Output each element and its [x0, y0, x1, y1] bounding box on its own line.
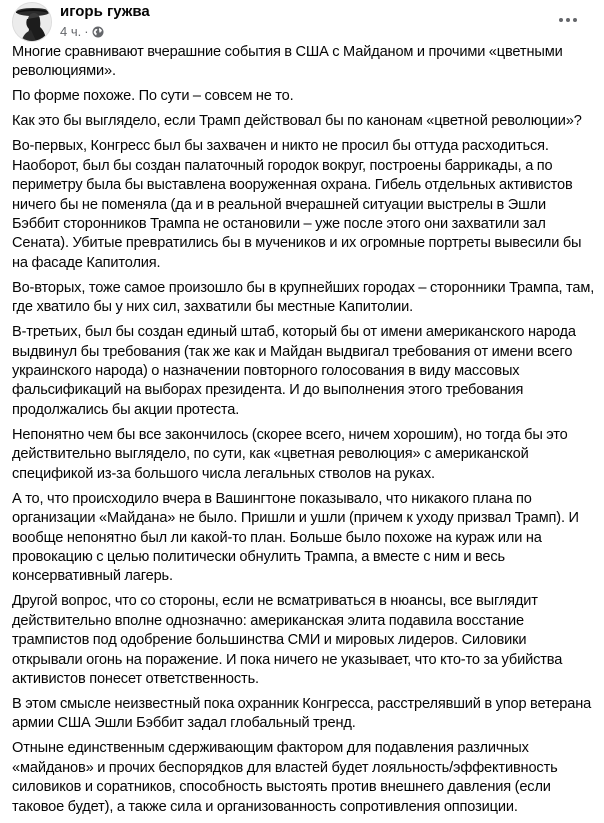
- avatar-photo-icon: [13, 3, 52, 42]
- post-text: [12, 43, 596, 823]
- post-paragraph: Во-вторых, тоже самое произошло бы в крупнейших городах – сторонники Трампа, там, где хватило бы у них сил, захватили бы местные Капитолии.: [12, 279, 595, 316]
- post-header: [0, 0, 604, 44]
- post-paragraph: В этом смысле неизвестный пока охранник Конгресса, расстрелявший в упор ветерана армии США Эшли Бэббит задал глобальный тренд.: [12, 695, 592, 732]
- more-options-button[interactable]: [552, 8, 584, 32]
- post-paragraph: Отныне единственным сдерживающим фактором для подавления различных «майданов» и прочих беспорядков для властей будет лояльность/эффективность силовиков и соратников, способность выстоять против внешнего давления (если таковое будет), а также сила и организованность сопротивления оппозиции.: [12, 740, 558, 815]
- more-horizontal-icon: [573, 18, 577, 22]
- post-paragraph: Непонятно чем бы все закончилось (скорее всего, ничем хорошим), но тогда бы это действительно выглядело, по сути, как «цветная революция» с американской спецификой из-за большого числа легальных стволов на руках.: [12, 426, 568, 482]
- post-paragraph: Как это бы выглядело, если Трамп действовал бы по канонам «цветной революции»?: [12, 113, 582, 130]
- post-paragraph: Многие сравнивают вчерашние события в США с Майданом и прочими «цветными революциями».: [12, 44, 563, 80]
- post-paragraph: Другой вопрос, что со стороны, если не всматриваться в нюансы, все выглядит действительно вполне однозначно: американская элита подавила восстание трампистов под одобрение большинства СМИ и мировых лидеров. Силовики открывали огонь на поражение. И пока ничего не указывает, что кто-то за убийства активистов понесет ответственность.: [12, 593, 563, 687]
- more-horizontal-icon: [566, 18, 570, 22]
- author-name[interactable]: игорь гужва: [60, 3, 150, 20]
- post-paragraph: Во-первых, Конгресс был бы захвачен и никто не просил бы оттуда расходиться. Наоборот, был бы создан палаточный городок вокруг, построены баррикады, а по периметру была бы выставлена вооруженная охрана. Гибель отдельных активистов ничего бы не поменяла (да и в реальной вчерашней ситуации выстрелы в Эшли Бэббит сторонников Трампа не остановили – уже после этого они захватили зал Сената). Убитые превратились бы в мучеников и их огромные портреты вывесили бы на фасаде Капитолия.: [12, 138, 582, 271]
- more-horizontal-icon: [559, 18, 563, 22]
- post-meta: [60, 24, 104, 39]
- post-paragraph: А то, что происходило вчера в Вашингтоне показывало, что никакого плана по организации «Майдана» не было. Пришли и ушли (причем к уходу призвал Трамп). И вообще непонятно был ли какой-то план. Больше было похоже на кураж или на провокацию с целью политически обнулить Трампа, а вместе с ним и весь консервативный лагерь.: [12, 490, 579, 585]
- globe-icon[interactable]: [92, 26, 104, 38]
- post-paragraph: В-третьих, был бы создан единый штаб, который бы от имени американского народа выдвинул бы требования (так же как и Майдан выдвигал требования от имени всего украинского народа) о назначении повторного голосования в виду массовых фальсификаций на выборах президента. И до выполнения этого требования продолжались бы акции протеста.: [12, 324, 576, 418]
- post-timestamp[interactable]: 4 ч.: [60, 24, 82, 39]
- avatar[interactable]: [12, 2, 52, 42]
- meta-separator: ·: [84, 24, 89, 39]
- post-paragraph: По форме похоже. По сути – совсем не то.: [12, 88, 294, 105]
